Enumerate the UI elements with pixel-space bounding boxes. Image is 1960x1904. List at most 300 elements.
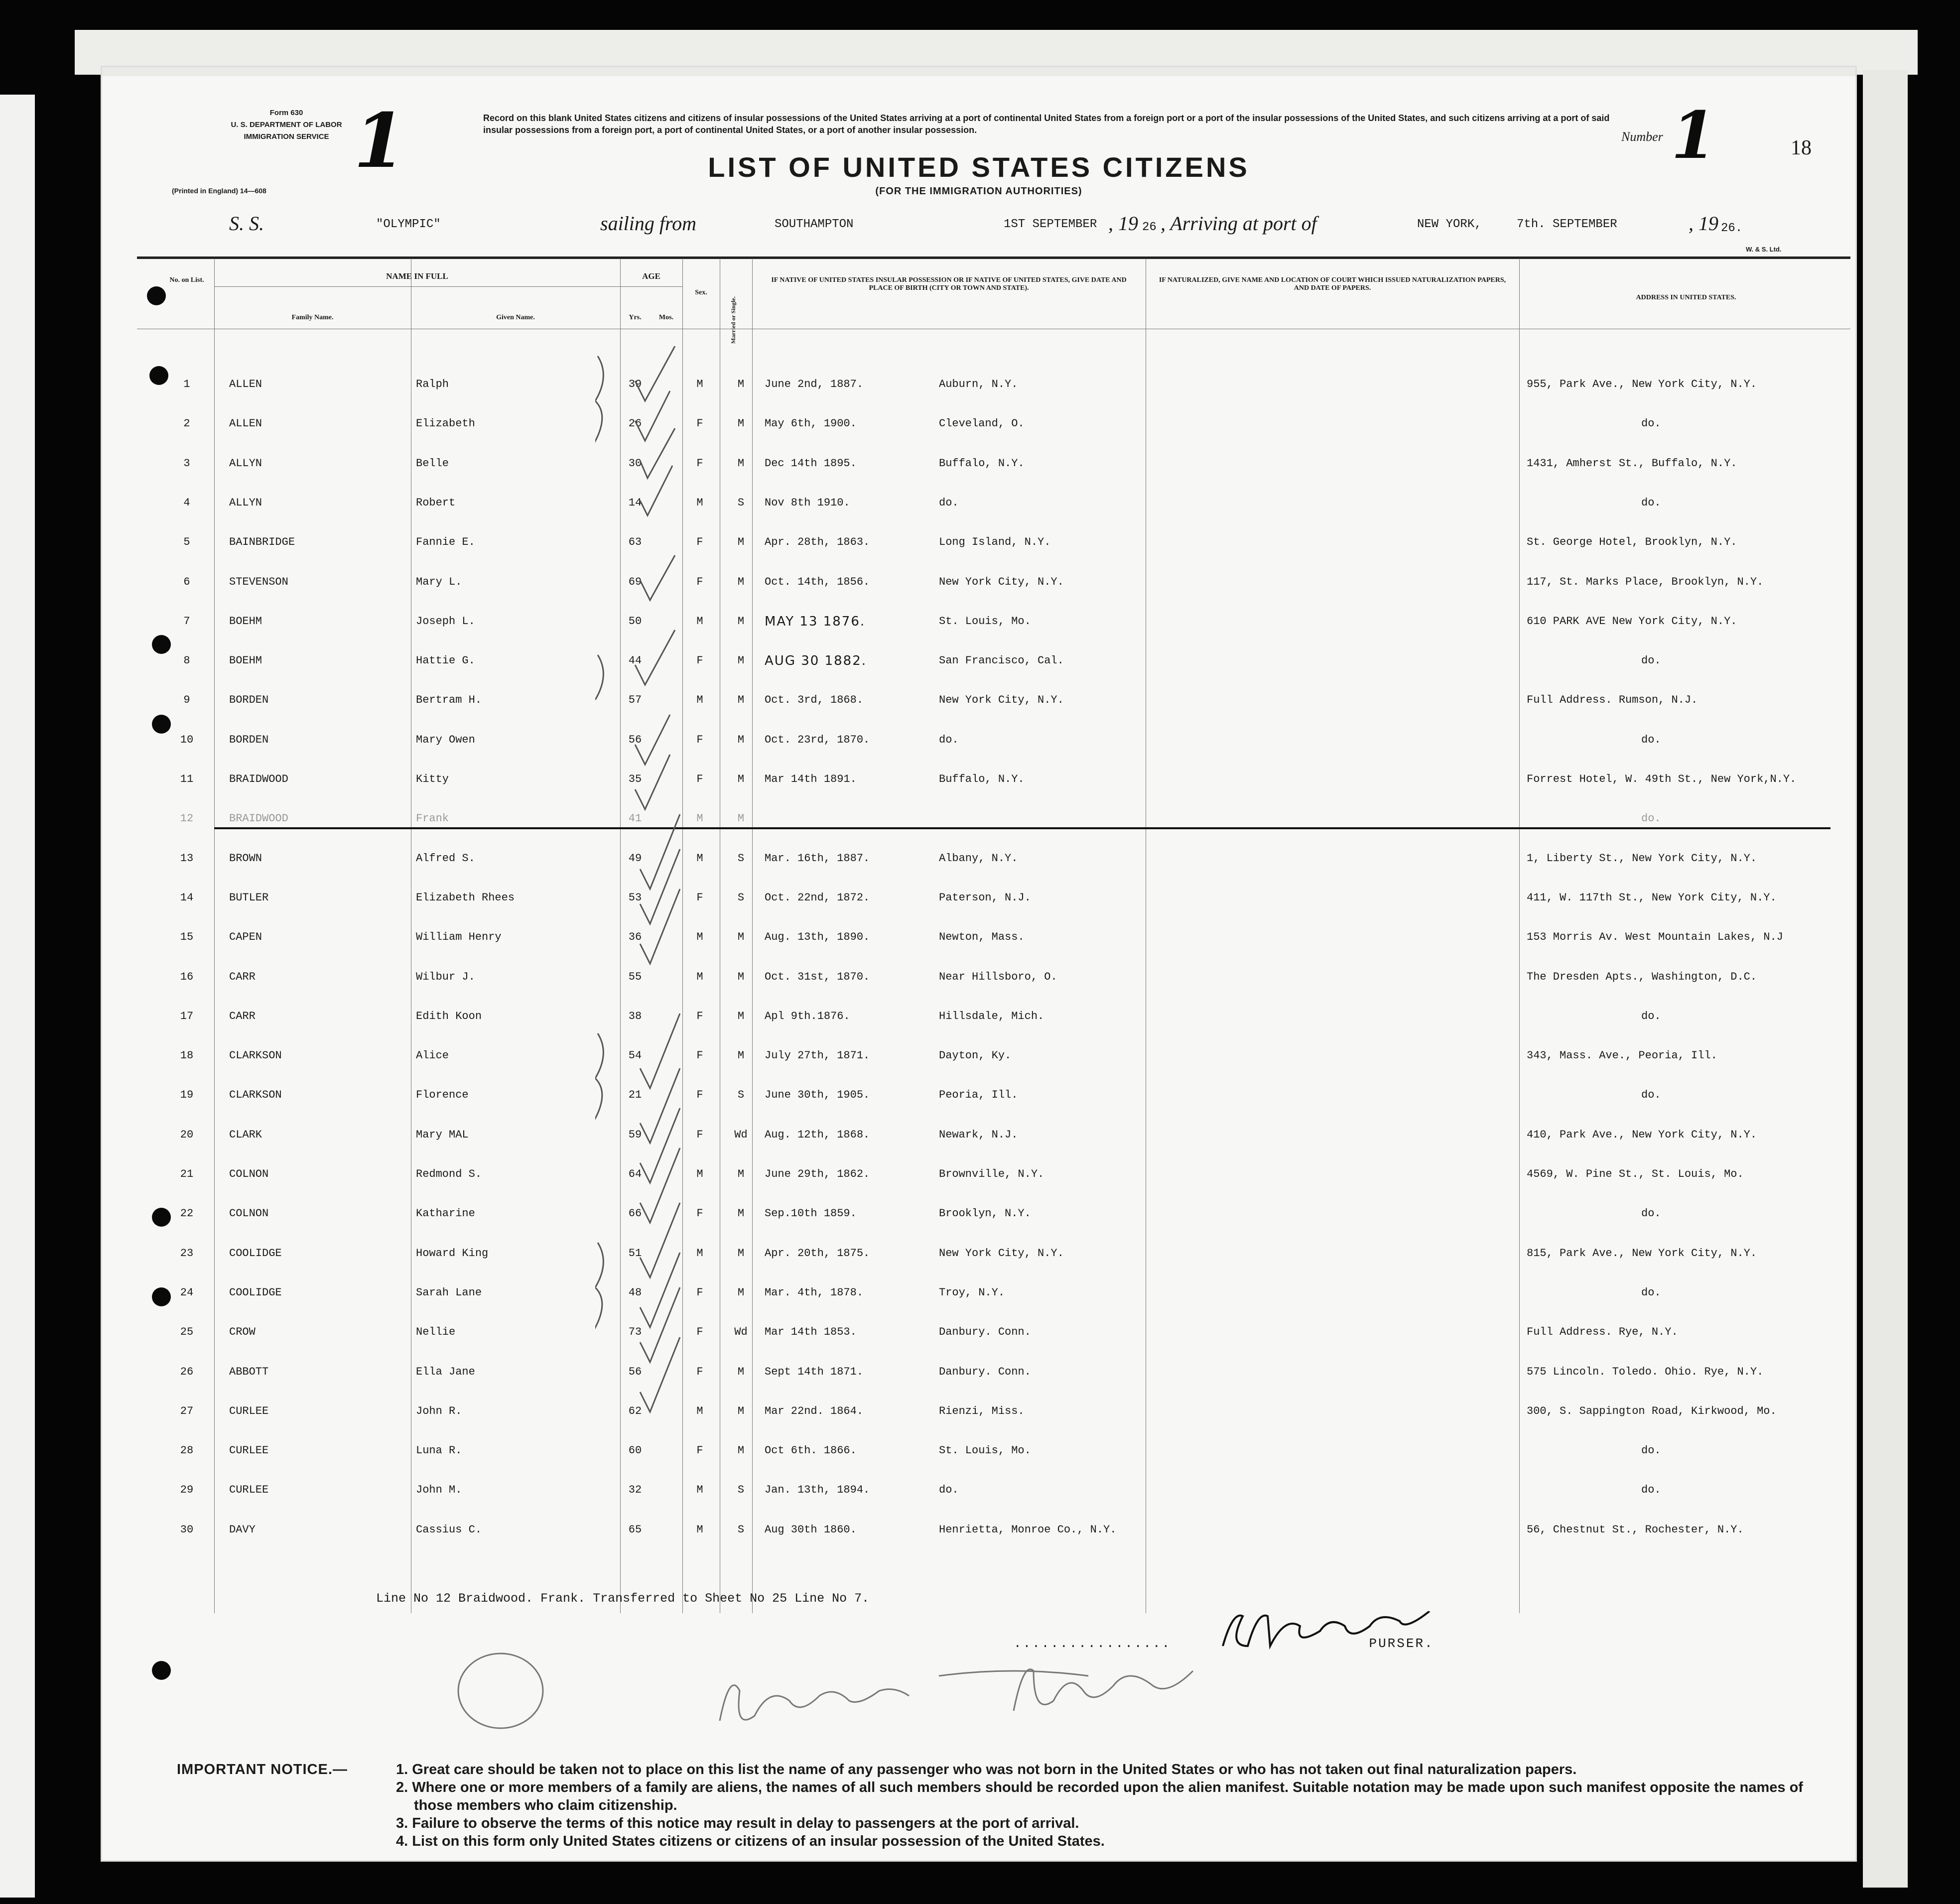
sail-date: 1ST SEPTEMBER bbox=[1004, 218, 1097, 231]
birth-date: Mar. 16th, 1887. bbox=[765, 852, 870, 865]
given-name: Sarah Lane bbox=[416, 1286, 482, 1299]
us-address: do. bbox=[1641, 1484, 1661, 1497]
row-number: 14 bbox=[180, 891, 194, 904]
family-name: CLARKSON bbox=[229, 1089, 282, 1102]
us-address: do. bbox=[1641, 733, 1661, 746]
table-row bbox=[102, 1483, 1855, 1523]
number-label: Number bbox=[1621, 129, 1663, 144]
header-name-in-full: NAME IN FULL bbox=[386, 271, 448, 281]
family-name: COOLIDGE bbox=[229, 1286, 282, 1299]
voyage-line bbox=[102, 212, 1855, 237]
sex: M bbox=[696, 1168, 703, 1180]
us-address: 955, Park Ave., New York City, N.Y. bbox=[1527, 378, 1757, 390]
table-row bbox=[102, 693, 1855, 733]
family-name: BOEHM bbox=[229, 654, 262, 667]
family-name: CARR bbox=[229, 970, 256, 983]
marital-status: M bbox=[737, 417, 745, 430]
table-row bbox=[102, 614, 1855, 654]
table-row bbox=[102, 496, 1855, 535]
purser-label: PURSER. bbox=[1369, 1636, 1434, 1651]
sex: F bbox=[696, 1286, 703, 1299]
header-address: ADDRESS IN UNITED STATES. bbox=[1636, 294, 1736, 301]
form-number: Form 630 bbox=[269, 109, 303, 117]
birth-place: Long Island, N.Y. bbox=[939, 536, 1051, 549]
age-years: 62 bbox=[628, 1404, 642, 1417]
row-number: 18 bbox=[180, 1049, 194, 1062]
us-address: 1431, Amherst St., Buffalo, N.Y. bbox=[1527, 457, 1737, 470]
table-row bbox=[102, 1404, 1855, 1444]
row-number: 3 bbox=[183, 457, 190, 470]
given-name: Howard King bbox=[416, 1247, 489, 1260]
row-number: 12 bbox=[180, 812, 194, 825]
ship-name: "OLYMPIC" bbox=[376, 218, 441, 231]
birth-place: Near Hillsboro, O. bbox=[939, 970, 1057, 983]
sex: M bbox=[696, 970, 703, 983]
given-name: Ella Jane bbox=[416, 1365, 475, 1378]
tick-mark bbox=[640, 1337, 680, 1412]
given-name: Elizabeth bbox=[416, 417, 475, 430]
sex: M bbox=[696, 378, 703, 390]
arrive-year: 26. bbox=[1721, 222, 1743, 235]
family-name: CLARK bbox=[229, 1128, 262, 1141]
given-name: Alfred S. bbox=[416, 852, 475, 865]
row-number: 19 bbox=[180, 1089, 194, 1102]
sex: F bbox=[696, 1207, 703, 1220]
given-name: Frank bbox=[416, 812, 449, 825]
row-number: 4 bbox=[183, 496, 190, 509]
family-name: ALLEN bbox=[229, 417, 262, 430]
table-row bbox=[102, 890, 1855, 930]
birth-place: St. Louis, Mo. bbox=[939, 1444, 1031, 1457]
age-years: 32 bbox=[628, 1484, 642, 1497]
age-years: 38 bbox=[628, 1010, 642, 1022]
sex: F bbox=[696, 536, 703, 549]
us-address: 4569, W. Pine St., St. Louis, Mo. bbox=[1527, 1168, 1744, 1180]
table-row bbox=[102, 1088, 1855, 1128]
birth-date: Jan. 13th, 1894. bbox=[765, 1484, 870, 1497]
background-page-right bbox=[1863, 70, 1908, 1888]
age-years: 36 bbox=[628, 931, 642, 944]
table-row bbox=[102, 1285, 1855, 1325]
marital-status: M bbox=[737, 733, 745, 746]
circled-note bbox=[458, 1653, 543, 1728]
marital-status: M bbox=[737, 575, 745, 588]
birth-place: Danbury. Conn. bbox=[939, 1326, 1031, 1339]
sheet-mark: 1 bbox=[354, 97, 406, 185]
birth-date: Dec 14th 1895. bbox=[765, 457, 857, 470]
department-name: U. S. DEPARTMENT OF LABOR bbox=[231, 121, 342, 129]
age-years: 66 bbox=[628, 1207, 642, 1220]
marital-status: M bbox=[737, 1404, 745, 1417]
marital-status: S bbox=[737, 1089, 745, 1102]
table-row bbox=[102, 535, 1855, 575]
table-row bbox=[102, 1009, 1855, 1049]
birth-date: Sep.10th 1859. bbox=[765, 1207, 857, 1220]
birth-place: Brownville, N.Y. bbox=[939, 1168, 1045, 1180]
given-name: William Henry bbox=[416, 931, 502, 944]
age-years: 56 bbox=[628, 733, 642, 746]
sex: F bbox=[696, 891, 703, 904]
given-name: Cassius C. bbox=[416, 1523, 482, 1536]
row-number: 8 bbox=[183, 654, 190, 667]
birth-place: Peoria, Ill. bbox=[939, 1089, 1018, 1102]
marital-status: M bbox=[737, 1286, 745, 1299]
age-years: 54 bbox=[628, 1049, 642, 1062]
given-name: Katharine bbox=[416, 1207, 475, 1220]
family-name: BOEHM bbox=[229, 615, 262, 628]
marital-status: M bbox=[737, 812, 745, 825]
age-years: 30 bbox=[628, 457, 642, 470]
sex: F bbox=[696, 1444, 703, 1457]
sail-year: 26 bbox=[1142, 221, 1157, 234]
family-name: CURLEE bbox=[229, 1404, 269, 1417]
given-name: Redmond S. bbox=[416, 1168, 482, 1180]
age-years: 50 bbox=[628, 615, 642, 628]
given-name: Mary Owen bbox=[416, 733, 475, 746]
age-years: 14 bbox=[628, 496, 642, 509]
notice-items bbox=[396, 1761, 1835, 1850]
birth-date: Oct. 22nd, 1872. bbox=[765, 891, 870, 904]
marital-status: M bbox=[737, 1049, 745, 1062]
header-birth: IF NATIVE OF UNITED STATES INSULAR POSSESSION OR IF NATIVE OF UNITED STATES, GIVE DATE AND PLACE OF BIRTH (CITY OR TOWN AND STATE). bbox=[771, 276, 1127, 292]
marital-status: M bbox=[737, 536, 745, 549]
us-address: do. bbox=[1641, 654, 1661, 667]
table-row bbox=[102, 456, 1855, 496]
given-name: Nellie bbox=[416, 1326, 456, 1339]
family-name: CURLEE bbox=[229, 1444, 269, 1457]
tick-mark bbox=[640, 849, 680, 924]
marital-status: S bbox=[737, 496, 745, 509]
marital-status: M bbox=[737, 615, 745, 628]
birth-date: AUG 30 1882. bbox=[765, 653, 867, 669]
marital-status: M bbox=[737, 378, 745, 390]
transfer-note: Line No 12 Braidwood. Frank. Transferred to Sheet No 25 Line No 7. bbox=[376, 1591, 870, 1606]
birth-place: do. bbox=[939, 733, 959, 746]
sex: M bbox=[696, 496, 703, 509]
marital-status: M bbox=[737, 1365, 745, 1378]
family-name: CARR bbox=[229, 1010, 256, 1022]
sex: F bbox=[696, 417, 703, 430]
birth-place: St. Louis, Mo. bbox=[939, 615, 1031, 628]
sex: F bbox=[696, 457, 703, 470]
birth-place: Hillsdale, Mich. bbox=[939, 1010, 1045, 1022]
given-name: Joseph L. bbox=[416, 615, 475, 628]
birth-date: Oct. 14th, 1856. bbox=[765, 575, 870, 588]
age-years: 39 bbox=[628, 378, 642, 390]
us-address: 343, Mass. Ave., Peoria, Ill. bbox=[1527, 1049, 1717, 1062]
us-address: 815, Park Ave., New York City, N.Y. bbox=[1527, 1247, 1757, 1260]
marital-status: M bbox=[737, 1444, 745, 1457]
marital-status: S bbox=[737, 891, 745, 904]
notice-item-1: 1. Great care should be taken not to place on this list the name of any passenger who was not born in the United States or who has not taken out final naturalization papers. bbox=[396, 1762, 1577, 1777]
us-address: do. bbox=[1641, 1444, 1661, 1457]
header-mos: Mos. bbox=[658, 314, 674, 321]
birth-date: Apl 9th.1876. bbox=[765, 1010, 850, 1022]
row-number: 5 bbox=[183, 536, 190, 549]
table-row bbox=[102, 1365, 1855, 1404]
sex: M bbox=[696, 694, 703, 707]
birth-place: San Francisco, Cal. bbox=[939, 654, 1064, 667]
table-row bbox=[102, 1128, 1855, 1167]
table-row bbox=[102, 811, 1855, 851]
family-name: CAPEN bbox=[229, 931, 262, 944]
marital-status: M bbox=[737, 970, 745, 983]
sex: F bbox=[696, 773, 703, 785]
us-address: do. bbox=[1641, 417, 1661, 430]
given-name: Robert bbox=[416, 496, 456, 509]
given-name: John M. bbox=[416, 1484, 462, 1497]
header-naturalized: IF NATURALIZED, GIVE NAME AND LOCATION OF COURT WHICH ISSUED NATURALIZATION PAPERS, AND DATE OF PAPERS. bbox=[1159, 276, 1506, 292]
sex: M bbox=[696, 812, 703, 825]
birth-date: Aug 30th 1860. bbox=[765, 1523, 857, 1536]
birth-place: do. bbox=[939, 1484, 959, 1497]
row-number: 24 bbox=[180, 1286, 194, 1299]
row-number: 16 bbox=[180, 970, 194, 983]
sailing-label: sailing from bbox=[600, 212, 696, 235]
row-number: 17 bbox=[180, 1010, 194, 1022]
given-name: Bertram H. bbox=[416, 694, 482, 707]
us-address: do. bbox=[1641, 496, 1661, 509]
row-number: 7 bbox=[183, 615, 190, 628]
marital-status: S bbox=[737, 1484, 745, 1497]
birth-place: New York City, N.Y. bbox=[939, 575, 1064, 588]
birth-place: Danbury. Conn. bbox=[939, 1365, 1031, 1378]
birth-date: Mar 14th 1853. bbox=[765, 1326, 857, 1339]
birth-place: Newark, N.J. bbox=[939, 1128, 1018, 1141]
birth-date: June 2nd, 1887. bbox=[765, 378, 864, 390]
marital-status: M bbox=[737, 694, 745, 707]
given-name: Florence bbox=[416, 1089, 469, 1102]
sex: M bbox=[696, 1484, 703, 1497]
table-row bbox=[102, 733, 1855, 772]
row-number: 9 bbox=[183, 694, 190, 707]
age-years: 59 bbox=[628, 1128, 642, 1141]
sex: F bbox=[696, 575, 703, 588]
table-row bbox=[102, 851, 1855, 891]
birth-place: Buffalo, N.Y. bbox=[939, 773, 1025, 785]
birth-date: Oct. 23rd, 1870. bbox=[765, 733, 870, 746]
given-name: Hattie G. bbox=[416, 654, 475, 667]
row-number: 2 bbox=[183, 417, 190, 430]
arrive-date: 7th. SEPTEMBER bbox=[1517, 218, 1617, 231]
birth-place: New York City, N.Y. bbox=[939, 694, 1064, 707]
us-address: The Dresden Apts., Washington, D.C. bbox=[1527, 970, 1757, 983]
sex: F bbox=[696, 1049, 703, 1062]
age-years: 51 bbox=[628, 1247, 642, 1260]
brace-mark bbox=[595, 1243, 603, 1332]
us-address: 153 Morris Av. West Mountain Lakes, N.J bbox=[1527, 931, 1783, 944]
tick-mark bbox=[635, 630, 675, 685]
birth-date: Oct 6th. 1866. bbox=[765, 1444, 857, 1457]
row-number: 15 bbox=[180, 931, 194, 944]
birth-place: Troy, N.Y. bbox=[939, 1286, 1005, 1299]
family-name: BROWN bbox=[229, 852, 262, 865]
birth-place: Rienzi, Miss. bbox=[939, 1404, 1025, 1417]
family-name: CLARKSON bbox=[229, 1049, 282, 1062]
table-row bbox=[102, 1246, 1855, 1286]
tick-marks bbox=[595, 346, 794, 1691]
sex: M bbox=[696, 1404, 703, 1417]
family-name: BUTLER bbox=[229, 891, 269, 904]
birth-date: June 30th, 1905. bbox=[765, 1089, 870, 1102]
age-years: 69 bbox=[628, 575, 642, 588]
sheet-top-edge bbox=[102, 67, 1855, 76]
port-from: SOUTHAMPTON bbox=[775, 218, 854, 231]
table-row bbox=[102, 1523, 1855, 1562]
birth-place: Auburn, N.Y. bbox=[939, 378, 1018, 390]
table-row bbox=[102, 1048, 1855, 1088]
arriving-label: , Arriving at port of bbox=[1161, 212, 1317, 235]
row-number: 10 bbox=[180, 733, 194, 746]
marital-status: M bbox=[737, 1207, 745, 1220]
brace-mark bbox=[595, 356, 603, 446]
us-address: 410, Park Ave., New York City, N.Y. bbox=[1527, 1128, 1757, 1141]
given-name: Kitty bbox=[416, 773, 449, 785]
age-years: 57 bbox=[628, 694, 642, 707]
birth-date: Oct. 3rd, 1868. bbox=[765, 694, 864, 707]
row-number: 20 bbox=[180, 1128, 194, 1141]
sex: F bbox=[696, 1365, 703, 1378]
birth-date: Mar 14th 1891. bbox=[765, 773, 857, 785]
birth-date: Nov 8th 1910. bbox=[765, 496, 850, 509]
age-years: 26 bbox=[628, 417, 642, 430]
table-row bbox=[102, 772, 1855, 812]
row-number: 23 bbox=[180, 1247, 194, 1260]
row-number: 6 bbox=[183, 575, 190, 588]
table-row bbox=[102, 575, 1855, 615]
sex: F bbox=[696, 1010, 703, 1022]
family-name: BORDEN bbox=[229, 694, 269, 707]
header-name-rule bbox=[214, 286, 620, 287]
header-age: AGE bbox=[642, 271, 660, 281]
tick-mark bbox=[635, 715, 670, 764]
page-number: 18 bbox=[1791, 136, 1812, 159]
header-married-single: Married or Single. bbox=[730, 296, 737, 344]
age-years: 41 bbox=[628, 812, 642, 825]
sex: F bbox=[696, 733, 703, 746]
marital-status: M bbox=[737, 1010, 745, 1022]
given-name: Belle bbox=[416, 457, 449, 470]
family-name: CURLEE bbox=[229, 1484, 269, 1497]
table-row bbox=[102, 416, 1855, 456]
birth-date: Sept 14th 1871. bbox=[765, 1365, 864, 1378]
age-years: 48 bbox=[628, 1286, 642, 1299]
birth-date: Mar. 4th, 1878. bbox=[765, 1286, 864, 1299]
header-no-on-list: No. on List. bbox=[169, 276, 204, 284]
table-row bbox=[102, 970, 1855, 1010]
family-name: ALLYN bbox=[229, 496, 262, 509]
age-years: 64 bbox=[628, 1168, 642, 1180]
birth-place: do. bbox=[939, 496, 959, 509]
marital-status: Wd bbox=[734, 1326, 748, 1339]
birth-date: Aug. 12th, 1868. bbox=[765, 1128, 870, 1141]
sex: F bbox=[696, 1128, 703, 1141]
age-years: 73 bbox=[628, 1326, 642, 1339]
us-address: do. bbox=[1641, 1010, 1661, 1022]
tick-mark bbox=[640, 814, 680, 889]
given-name: Alice bbox=[416, 1049, 449, 1062]
family-name: DAVY bbox=[229, 1523, 256, 1536]
age-years: 53 bbox=[628, 891, 642, 904]
us-address: do. bbox=[1641, 1207, 1661, 1220]
us-address: do. bbox=[1641, 812, 1661, 825]
marital-status: M bbox=[737, 1168, 745, 1180]
header-sex: Sex. bbox=[695, 289, 707, 296]
age-years: 60 bbox=[628, 1444, 642, 1457]
us-address: 411, W. 117th St., New York City, N.Y. bbox=[1527, 891, 1777, 904]
us-address: 575 Lincoln. Toledo. Ohio. Rye, N.Y. bbox=[1527, 1365, 1764, 1378]
marital-status: M bbox=[737, 773, 745, 785]
row-number: 27 bbox=[180, 1404, 194, 1417]
marital-status: S bbox=[737, 1523, 745, 1536]
row-number: 29 bbox=[180, 1484, 194, 1497]
table-row bbox=[102, 1443, 1855, 1483]
record-instruction: Record on this blank United States citizens and citizens of insular possessions of the United States arriving at a port of continental United States from a foreign port or a port of the insular possessions of the United States, and such citizens arriving at a port of said insular possessions from a foreign port, a port of continental United States, or a port of another insular possession. bbox=[483, 113, 1610, 135]
signature-dots: ................. bbox=[1014, 1636, 1172, 1651]
given-name: Fannie E. bbox=[416, 536, 475, 549]
marital-status: S bbox=[737, 852, 745, 865]
family-name: BRAIDWOOD bbox=[229, 812, 288, 825]
sex: M bbox=[696, 1247, 703, 1260]
row-number: 1 bbox=[183, 378, 190, 390]
family-name: BORDEN bbox=[229, 733, 269, 746]
sex: M bbox=[696, 852, 703, 865]
age-years: 44 bbox=[628, 654, 642, 667]
year-prefix-2: , 19 bbox=[1689, 212, 1718, 235]
us-address: 610 PARK AVE New York City, N.Y. bbox=[1527, 615, 1737, 628]
inspector-signature bbox=[720, 1685, 909, 1721]
tick-mark bbox=[635, 755, 670, 809]
us-address: 56, Chestnut St., Rochester, N.Y. bbox=[1527, 1523, 1744, 1536]
birth-place: New York City, N.Y. bbox=[939, 1247, 1064, 1260]
given-name: Wilbur J. bbox=[416, 970, 475, 983]
given-name: Mary MAL bbox=[416, 1128, 469, 1141]
sex: F bbox=[696, 1326, 703, 1339]
given-name: Elizabeth Rhees bbox=[416, 891, 515, 904]
us-address: 117, St. Marks Place, Brooklyn, N.Y. bbox=[1527, 575, 1764, 588]
us-address: Forrest Hotel, W. 49th St., New York,N.Y. bbox=[1527, 773, 1797, 785]
row-number: 28 bbox=[180, 1444, 194, 1457]
page-title: LIST OF UNITED STATES CITIZENS bbox=[708, 151, 1250, 183]
notice-item-3: 3. Failure to observe the terms of this notice may result in delay to passengers at the port of arrival. bbox=[396, 1815, 1079, 1831]
birth-date: Oct. 31st, 1870. bbox=[765, 970, 870, 983]
marital-status: M bbox=[737, 931, 745, 944]
age-years: 49 bbox=[628, 852, 642, 865]
birth-place: Cleveland, O. bbox=[939, 417, 1025, 430]
binder-hole bbox=[147, 286, 166, 305]
table-row bbox=[102, 1325, 1855, 1365]
marital-status: M bbox=[737, 1247, 745, 1260]
us-address: 300, S. Sappington Road, Kirkwood, Mo. bbox=[1527, 1404, 1777, 1417]
marital-status: M bbox=[737, 457, 745, 470]
service-name: IMMIGRATION SERVICE bbox=[244, 132, 329, 141]
age-years: 56 bbox=[628, 1365, 642, 1378]
us-address: 1, Liberty St., New York City, N.Y. bbox=[1527, 852, 1757, 865]
birth-date: MAY 13 1876. bbox=[765, 614, 866, 629]
brace-mark bbox=[595, 1033, 603, 1123]
us-address: St. George Hotel, Brooklyn, N.Y. bbox=[1527, 536, 1737, 549]
row-number: 21 bbox=[180, 1168, 194, 1180]
table-row bbox=[102, 1167, 1855, 1207]
birth-date: June 29th, 1862. bbox=[765, 1168, 870, 1180]
marital-status: Wd bbox=[734, 1128, 748, 1141]
given-name: Edith Koon bbox=[416, 1010, 482, 1022]
given-name: Luna R. bbox=[416, 1444, 462, 1457]
birth-place: Brooklyn, N.Y. bbox=[939, 1207, 1031, 1220]
birth-place: Dayton, Ky. bbox=[939, 1049, 1012, 1062]
family-name: ABBOTT bbox=[229, 1365, 269, 1378]
tick-mark bbox=[635, 391, 670, 441]
